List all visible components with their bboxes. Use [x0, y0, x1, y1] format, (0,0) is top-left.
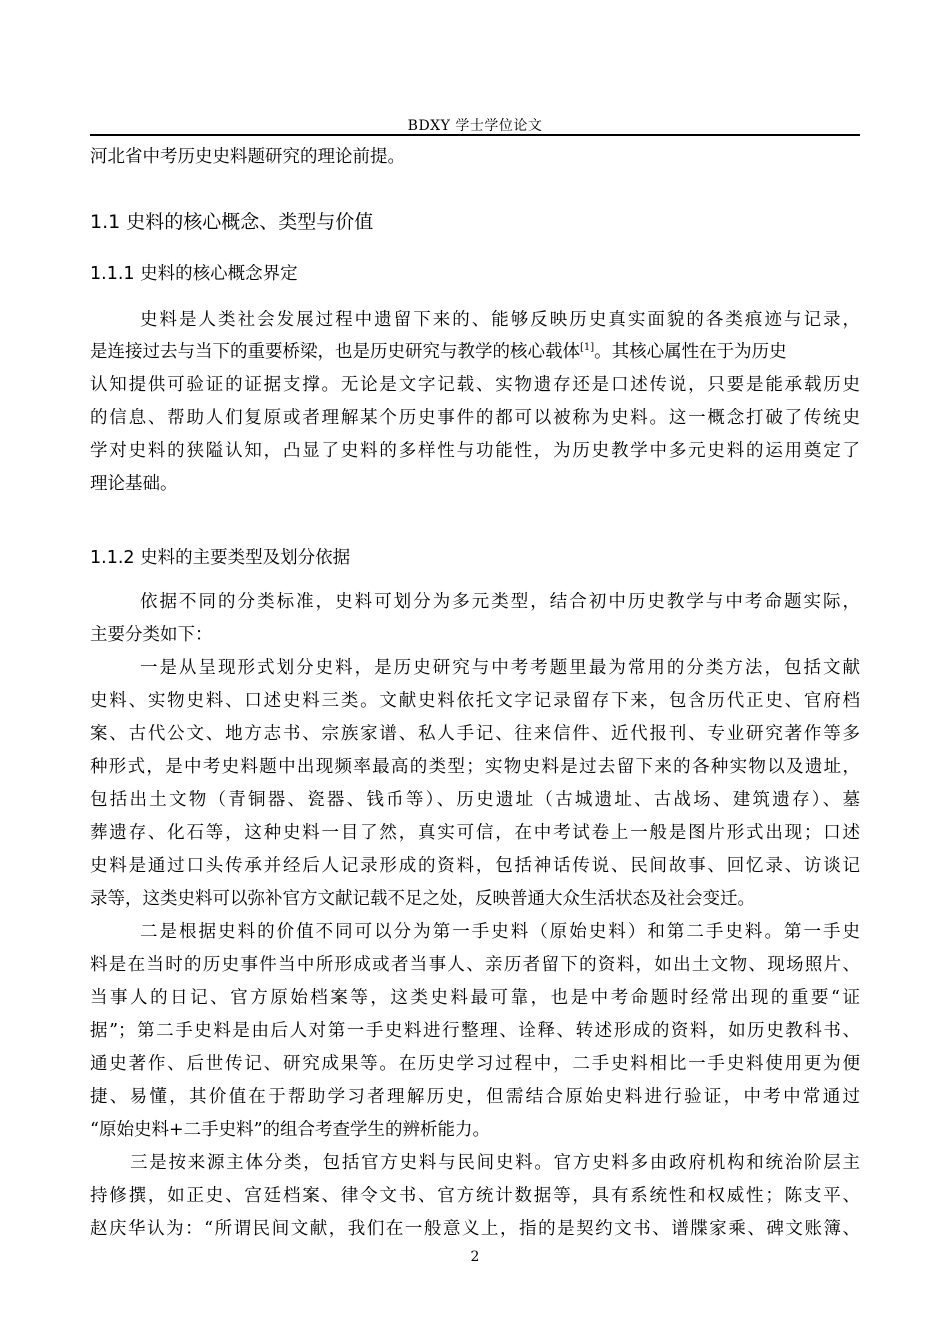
header-rule — [90, 134, 860, 136]
paragraph-line: 当事人的日记、官方原始档案等，这类史料最可靠，也是中考命题时经常出现的重要“证 — [90, 988, 860, 1008]
paragraph-line: 史料是通过口头传承并经后人记录形成的资料，包括神话传说、民间故事、回忆录、访谈记 — [90, 856, 860, 876]
paragraph-line: 史料、实物史料、口述史料三类。文献史料依托文字记录留存下来，包含历代正史、官府档 — [90, 691, 860, 711]
paragraph-line: 种形式，是中考史料题中出现频率最高的类型；实物史料是过去留下来的各种实物以及遗址， — [90, 757, 860, 777]
paragraph-line: 三是按来源主体分类，包括官方史料与民间史料。官方史料多由政府机构和统治阶层主 — [130, 1153, 860, 1173]
paragraph-line: 料是在当时的历史事件当中所形成或者当事人、亲历者留下的资料，如出土文物、现场照片、 — [90, 955, 860, 975]
paragraph-line-with-citation — [90, 340, 860, 364]
section-heading-1-1-2: 1.1.2 史料的主要类型及划分依据 — [90, 548, 351, 568]
page-number: 2 — [470, 1249, 480, 1265]
section-heading-1-1: 1.1 史料的核心概念、类型与价值 — [90, 211, 374, 233]
paragraph-line: 包括出土文物（青铜器、瓷器、钱币等）、历史遗址（古城遗址、古战场、建筑遗存）、墓 — [90, 790, 860, 810]
paragraph-line: 二是根据史料的价值不同可以分为第一手史料（原始史料）和第二手史料。第一手史 — [140, 922, 860, 942]
paragraph-line: 主要分类如下： — [90, 625, 213, 645]
paragraph-line-text: 。其核心属性在于为历史 — [594, 342, 787, 362]
running-header-title: BDXY 学士学位论文 — [407, 118, 543, 134]
paragraph-line: “原始史料+二手史料”的组合考查学生的辨析能力。 — [90, 1120, 491, 1140]
continuation-line: 河北省中考历史史料题研究的理论前提。 — [90, 147, 405, 167]
paragraph-line: 据”；第二手史料是由后人对第一手史料进行整理、诠释、转述形成的资料，如历史教科书、 — [90, 1021, 860, 1041]
paragraph-line: 认知提供可验证的证据支撑。无论是文字记载、实物遗存还是口述传说，只要是能承载历史 — [90, 375, 860, 395]
paragraph-line: 持修撰，如正史、宫廷档案、律令文书、官方统计数据等，具有系统性和权威性；陈支平、 — [90, 1186, 860, 1206]
section-heading-1-1-1: 1.1.1 史料的核心概念界定 — [90, 264, 298, 284]
paragraph-line: 通史著作、后世传记、研究成果等。在历史学习过程中，二手史料相比一手史料使用更为便 — [90, 1054, 860, 1074]
paragraph-line: 依据不同的分类标准，史料可划分为多元类型，结合初中历史教学与中考命题实际， — [140, 592, 860, 612]
paragraph-line: 赵庆华认为：“所谓民间文献，我们在一般意义上，指的是契约文书、谱牒家乘、碑文账簿、 — [90, 1219, 860, 1239]
citation-marker[interactable]: [1] — [580, 342, 595, 354]
paragraph-line: 案、古代公文、地方志书、宗族家谱、私人手记、往来信件、近代报刊、专业研究著作等多 — [90, 724, 860, 744]
paragraph-line: 葬遗存、化石等，这种史料一目了然，真实可信，在中考试卷上一般是图片形式出现；口述 — [90, 823, 860, 843]
paragraph-line: 史料是人类社会发展过程中遗留下来的、能够反映历史真实面貌的各类痕迹与记录， — [140, 310, 860, 330]
paragraph-line-text: 是连接过去与当下的重要桥梁，也是历史研究与教学的核心载体 — [90, 342, 580, 362]
paragraph-line: 的信息、帮助人们复原或者理解某个历史事件的都可以被称为史料。这一概念打破了传统史 — [90, 408, 860, 428]
paragraph-line: 学对史料的狭隘认知，凸显了史料的多样性与功能性，为历史教学中多元史料的运用奠定了 — [90, 441, 860, 461]
paragraph-line: 理论基础。 — [90, 474, 178, 494]
paragraph-line: 一是从呈现形式划分史料，是历史研究与中考考题里最为常用的分类方法，包括文献 — [140, 658, 860, 678]
paragraph-line: 捷、易懂，其价值在于帮助学习者理解历史，但需结合原始史料进行验证，中考中常通过 — [90, 1087, 860, 1107]
paragraph-line: 录等，这类史料可以弥补官方文献记载不足之处，反映普通大众生活状态及社会变迁。 — [90, 889, 755, 909]
